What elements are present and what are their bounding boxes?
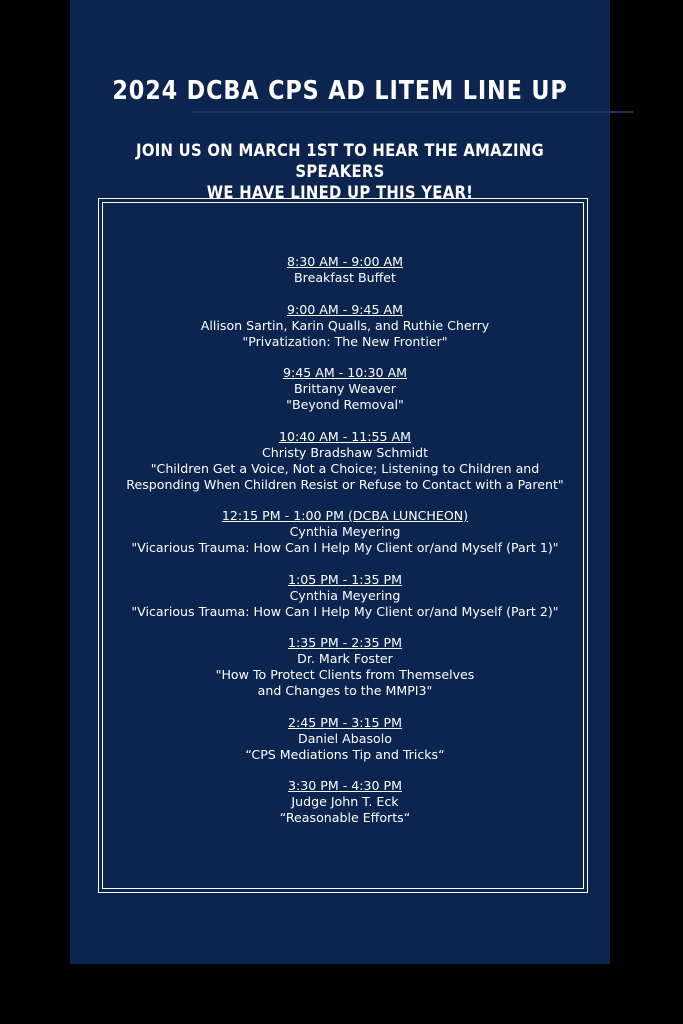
subtitle-line-1: JOIN US ON MARCH 1ST TO HEAR THE AMAZING SPEAKERS bbox=[136, 141, 544, 181]
session-speaker: Cynthia Meyering bbox=[289, 587, 401, 603]
session-speaker: Brittany Weaver bbox=[294, 381, 396, 396]
session-speaker: Breakfast Buffet bbox=[294, 270, 396, 285]
session-detail: “CPS Mediations Tip and Tricks“ bbox=[245, 746, 445, 762]
session-time: 1:35 PM - 2:35 PM bbox=[287, 635, 403, 650]
session-detail: "Vicarious Trauma: How Can I Help My Client or/and Myself (Part 2)" bbox=[131, 603, 559, 619]
session-time: 9:45 AM - 10:30 AM bbox=[282, 365, 408, 380]
page-title: 2024 DCBA CPS AD LITEM LINE UP bbox=[112, 76, 568, 106]
title-divider bbox=[193, 111, 633, 113]
navy-panel bbox=[70, 0, 610, 964]
schedule-list bbox=[103, 254, 587, 842]
session-detail: Responding When Children Resist or Refuse to Contact with a Parent" bbox=[126, 476, 564, 492]
session-time: 3:30 PM - 4:30 PM bbox=[287, 778, 403, 793]
session-time: 12:15 PM - 1:00 PM (DCBA LUNCHEON) bbox=[221, 508, 469, 523]
session-detail: "Beyond Removal" bbox=[286, 397, 404, 412]
subtitle bbox=[97, 140, 583, 203]
session-time: 8:30 AM - 9:00 AM bbox=[286, 254, 404, 269]
schedule-session bbox=[103, 254, 587, 286]
schedule-frame bbox=[98, 198, 588, 893]
session-detail: "Children Get a Voice, Not a Choice; Listening to Children and bbox=[150, 460, 540, 476]
schedule-session bbox=[103, 508, 587, 556]
schedule-session bbox=[103, 302, 587, 350]
subtitle-line-2: WE HAVE LINED UP THIS YEAR! bbox=[206, 183, 474, 202]
session-time: 1:05 PM - 1:35 PM bbox=[287, 571, 403, 587]
session-detail: “Reasonable Efforts“ bbox=[279, 810, 411, 825]
session-speaker: Allison Sartin, Karin Qualls, and Ruthie Cherry bbox=[200, 317, 490, 333]
session-detail: and Changes to the MMPI3" bbox=[257, 683, 433, 698]
schedule-session bbox=[103, 365, 587, 413]
session-time: 9:00 AM - 9:45 AM bbox=[286, 301, 404, 317]
schedule-session bbox=[103, 429, 587, 493]
session-speaker: Dr. Mark Foster bbox=[297, 651, 393, 666]
schedule-session bbox=[103, 715, 587, 763]
session-speaker: Judge John T. Eck bbox=[291, 794, 399, 809]
session-detail: "Privatization: The New Frontier" bbox=[242, 333, 448, 349]
schedule-frame-inner bbox=[102, 202, 584, 889]
session-detail: "How To Protect Clients from Themselves bbox=[215, 667, 475, 682]
session-time: 2:45 PM - 3:15 PM bbox=[287, 714, 403, 730]
session-speaker: Cynthia Meyering bbox=[289, 524, 401, 539]
session-time: 10:40 AM - 11:55 AM bbox=[278, 428, 412, 444]
session-detail: "Vicarious Trauma: How Can I Help My Client or/and Myself (Part 1)" bbox=[131, 540, 559, 555]
schedule-session bbox=[103, 572, 587, 620]
schedule-session bbox=[103, 635, 587, 699]
session-speaker: Christy Bradshaw Schmidt bbox=[261, 444, 429, 460]
session-speaker: Daniel Abasolo bbox=[298, 730, 392, 746]
schedule-session bbox=[103, 778, 587, 826]
